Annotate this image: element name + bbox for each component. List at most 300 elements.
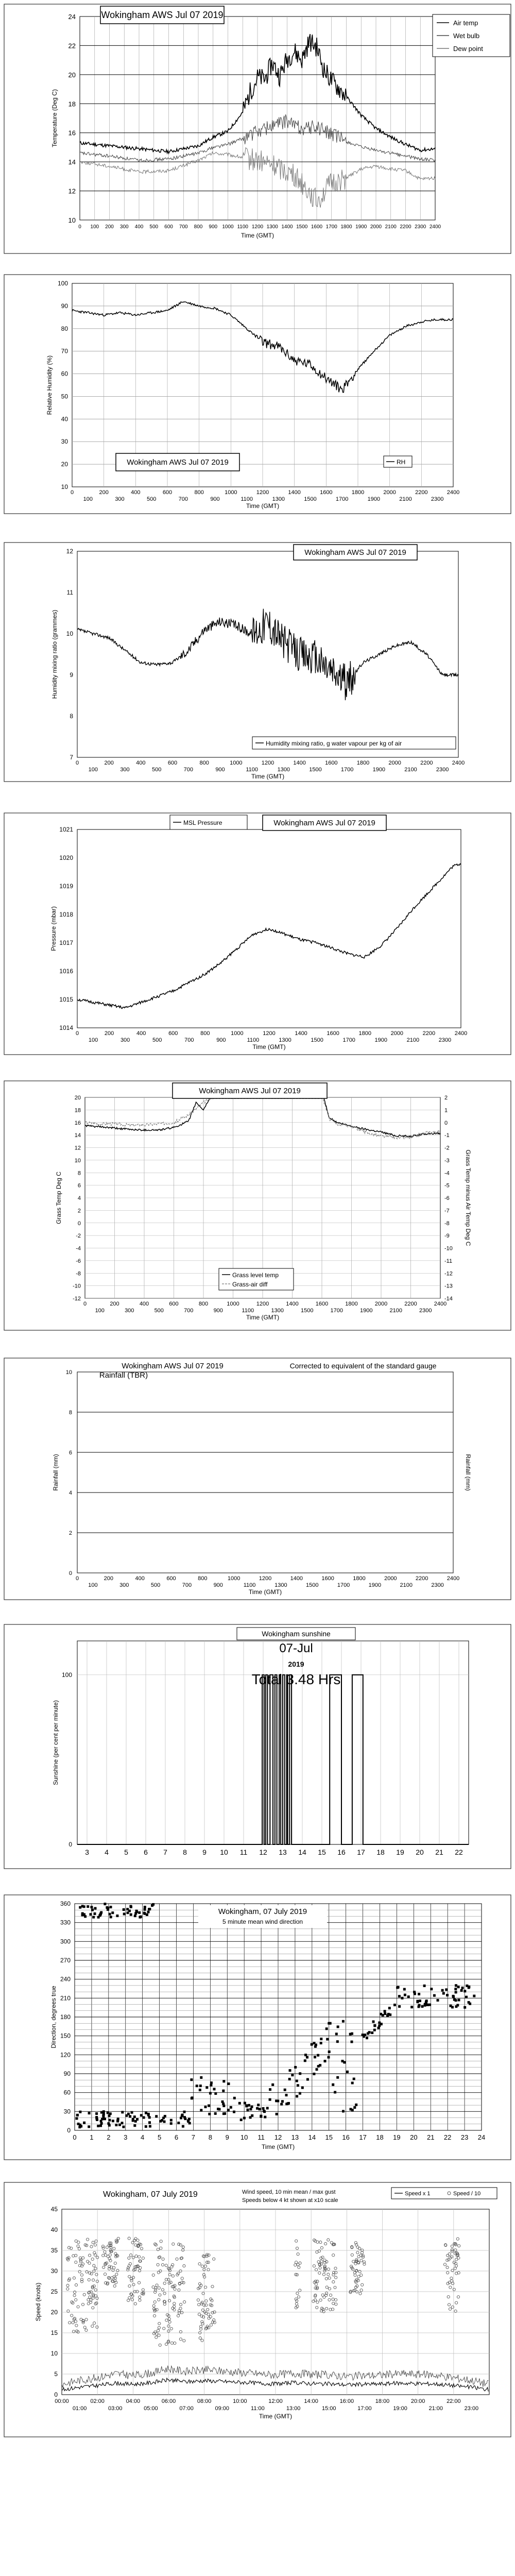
data-point [460,1989,463,1992]
x-tick-label: 2200 [422,1030,436,1037]
data-point [145,2112,147,2114]
data-point [442,1992,445,1995]
data-point [384,2010,386,2012]
data-point [285,2094,288,2096]
x-tick-label: 2100 [399,496,412,502]
x-tick-label: 500 [154,1308,164,1314]
data-point [437,1999,439,2002]
y-tick-label: 70 [61,347,68,355]
x-axis-label: Time (GMT) [259,2413,293,2420]
x-tick-label: 14 [308,2133,316,2141]
y-tick-label: -10 [73,1283,81,1290]
x-tick-label: 01:00 [72,2405,87,2412]
y-tick-label: 12 [68,187,76,195]
data-point [441,1989,444,1992]
data-point [133,2115,136,2118]
chart-title: Wokingham, 07 July 2019 [218,1907,307,1916]
x-tick-label: 2300 [431,1582,444,1588]
x-tick-label: 400 [135,1575,145,1582]
data-point [453,1998,456,2001]
x-tick-label: 3 [124,2133,128,2141]
x-tick-label: 1600 [321,1575,334,1582]
data-point [213,2088,216,2090]
sunshine-panel [0,1620,515,1873]
data-point [362,2033,364,2036]
x-tick-label: 20:00 [410,2398,425,2404]
x-axis-label: Time (GMT) [241,232,274,239]
y-tick-label: 120 [60,2051,71,2059]
y-tick-label: 150 [60,2032,71,2040]
x-tick-label: 1600 [325,760,338,766]
data-point [100,2120,102,2122]
x-tick-label: 1000 [230,760,243,766]
x-tick-label: 1200 [259,1575,272,1582]
data-point [196,2084,198,2087]
sunshine-chart [0,1620,515,1873]
y-tick-label: 8 [70,713,73,720]
legend-label: Air temp [453,19,478,27]
data-point [445,1988,448,1991]
data-point [90,1913,92,1916]
x-tick-label: 1000 [227,1575,241,1582]
x-tick-label: 0 [83,1301,87,1307]
x-tick-label: 200 [104,1030,114,1037]
x-tick-label: 800 [194,224,203,230]
data-point [208,2113,211,2115]
rainfall-panel [0,1354,515,1604]
x-tick-label: 5 [124,1848,128,1856]
x-tick-label: 400 [134,224,144,230]
data-point [181,2114,184,2116]
humidity-chart [0,270,515,518]
data-point [182,2125,184,2128]
y-tick-label: 1020 [59,854,73,861]
x-tick-label: 21 [435,1848,443,1856]
x-tick-label: 1900 [374,1037,388,1043]
data-point [134,1912,137,1914]
x-tick-label: 1800 [351,489,365,496]
data-point [304,2054,307,2056]
y-tick-label: 18 [74,1107,81,1114]
x-tick-label: 1600 [320,489,333,496]
y-tick-label: 11 [66,589,73,596]
data-point [209,2092,212,2095]
y-tick-label: 100 [57,280,68,287]
y-tick-label: 6 [77,1182,81,1189]
data-point [108,2124,111,2127]
chart-subtitle: 5 minute mean wind direction [222,1918,303,1925]
data-point [147,1911,150,1913]
data-point [304,2059,306,2062]
data-point [222,2105,225,2107]
x-tick-label: 1 [90,2133,94,2141]
mixing-ratio-panel [0,538,515,786]
data-point [163,2121,166,2123]
data-point [332,2083,334,2086]
data-point [342,2020,345,2023]
x-tick-label: 300 [120,767,130,773]
grass-temp-panel [0,1077,515,1334]
data-point [353,2106,356,2109]
data-point [243,2117,246,2120]
data-point [245,2104,248,2107]
x-tick-label: 100 [90,224,99,230]
x-tick-label: 300 [119,224,129,230]
x-tick-label: 1300 [277,767,290,773]
y-tick-label: -6 [76,1258,81,1264]
data-point [425,2001,427,2003]
data-point [373,2024,376,2027]
data-point [371,2031,373,2034]
x-tick-label: 600 [167,760,178,766]
data-point [135,1910,138,1912]
x-tick-label: 1500 [304,496,317,502]
x-tick-label: 08:00 [197,2398,212,2404]
x-tick-label: 1200 [256,489,269,496]
y-tick-label: 0 [77,1220,81,1227]
y-tick-label: 1014 [59,1024,73,1031]
y-tick-label: 10 [68,216,76,224]
x-tick-label: 9 [202,1848,207,1856]
data-point [122,2126,125,2128]
x-tick-label: 0 [75,1575,79,1582]
data-point [199,2089,201,2091]
data-point [373,2029,376,2031]
data-point [296,2095,298,2097]
y-tick-label: 330 [60,1919,71,1926]
data-point [353,2078,355,2080]
y-tick-label: 9 [70,671,73,679]
data-point [227,2109,230,2111]
data-point [328,2050,331,2053]
data-point [97,1916,100,1919]
y-tick-label: 1015 [59,996,73,1003]
y-tick-label: 16 [68,129,76,137]
y-tick-label-right: -5 [444,1182,450,1189]
chart-title: Wokingham AWS Jul 07 2019 [122,1362,224,1370]
chart-total: Total 3.48 Hrs [251,1671,341,1687]
x-tick-label: 700 [183,767,194,773]
x-tick-label: 2300 [436,767,449,773]
x-tick-label: 1500 [296,224,308,230]
x-tick-label: 1900 [372,767,386,773]
data-point [184,2117,186,2120]
data-point [364,2033,366,2036]
x-tick-label: 900 [213,1582,223,1588]
x-axis-label: Time (GMT) [252,1043,286,1050]
data-point [366,2037,368,2039]
data-point [104,1903,106,1905]
y-tick-label-right: -14 [444,1296,453,1302]
data-point [210,2084,212,2087]
data-point [316,2068,318,2071]
data-point [144,1908,146,1911]
data-point [256,2107,259,2110]
data-point [238,2102,241,2105]
data-point [326,2038,329,2041]
data-point [200,2076,202,2079]
x-tick-label: 4 [141,2133,145,2141]
x-tick-label: 2400 [452,760,465,766]
x-tick-label: 12 [259,1848,267,1856]
x-tick-label: 1300 [266,224,278,230]
pressure-chart [0,809,515,1059]
data-point [191,2097,193,2099]
y-tick-label-right: -7 [444,1208,450,1214]
y-tick-label: 30 [50,2267,58,2275]
x-tick-label: 2400 [447,489,460,496]
data-point [81,1913,84,1916]
y-tick-label: 20 [61,461,68,468]
data-point [118,2124,121,2126]
data-point [146,1913,148,1916]
x-tick-label: 1900 [367,496,381,502]
data-point [148,2116,151,2119]
data-point [115,2124,117,2126]
data-point [271,2083,274,2086]
data-point [214,2112,217,2115]
x-tick-label: 1500 [306,1582,319,1588]
data-point [162,2116,165,2119]
y-tick-label: 90 [63,2070,71,2077]
data-point [306,2078,309,2081]
data-point [112,2120,114,2122]
x-tick-label: 24 [477,2133,486,2141]
x-tick-label: 2300 [431,496,444,502]
x-tick-label: 5 [157,2133,162,2141]
x-tick-label: 07:00 [179,2405,194,2412]
x-tick-label: 2100 [385,224,397,230]
wind-direction-panel [0,1891,515,2164]
data-point [260,2115,262,2117]
y-tick-label: 1017 [59,939,73,946]
data-point [129,2115,131,2117]
temperature-panel [0,0,515,258]
x-tick-label: 700 [178,496,188,502]
y-tick-label: -8 [76,1270,81,1277]
x-tick-label: 700 [184,1308,194,1314]
data-point [143,2116,145,2119]
data-point [343,2061,346,2064]
data-point [134,1914,136,1917]
x-tick-label: 500 [146,496,157,502]
legend-label: Dew point [453,45,483,53]
x-tick-label: 500 [150,1582,161,1588]
data-point [336,2040,339,2043]
x-tick-label: 11 [239,1848,248,1856]
y-tick-label: 0 [68,1841,72,1848]
y-tick-label: 20 [68,71,76,79]
data-point [421,2005,424,2008]
x-tick-label: 1100 [243,1582,256,1588]
data-point [335,2032,338,2035]
data-point [465,1996,468,1998]
data-point [404,1994,406,1996]
y-tick-label: 25 [50,2288,58,2295]
data-point [144,1906,146,1908]
y-tick-label: 1021 [59,826,73,833]
data-point [109,2112,112,2115]
x-tick-label: 18 [376,1848,385,1856]
x-tick-label: 1200 [261,760,274,766]
chart-title: Wokingham AWS Jul 07 2019 [273,819,375,827]
data-point [294,2066,297,2069]
x-tick-label: 2000 [390,1030,404,1037]
data-point [313,2073,315,2075]
data-point [389,2013,391,2016]
data-point [77,2123,80,2125]
x-tick-label: 15:00 [321,2405,336,2412]
x-tick-label: 2200 [415,1575,428,1582]
x-tick-label: 2400 [429,224,441,230]
data-point [301,2087,304,2089]
data-point [200,2109,202,2111]
x-tick-label: 0 [75,1030,79,1037]
x-tick-label: 1100 [242,1308,254,1314]
x-tick-label: 1600 [327,1030,339,1037]
data-point [296,2080,298,2082]
x-tick-label: 23 [460,2133,469,2141]
data-point [351,2032,353,2035]
x-tick-label: 17:00 [357,2405,372,2412]
x-tick-label: 1100 [237,224,249,230]
data-point [299,2092,301,2095]
y-tick-label-right: 0 [444,1120,448,1126]
y-tick-label: 10 [50,2350,58,2357]
y-tick-label: 10 [61,483,68,490]
chart-date: 07-Jul [279,1641,313,1655]
data-point [328,2056,330,2059]
data-point [208,2105,210,2107]
data-point [393,2004,396,2006]
x-tick-label: 16 [337,1848,346,1856]
x-tick-label: 100 [88,1582,98,1588]
x-tick-label: 11 [258,2133,265,2141]
data-point [144,1912,146,1915]
data-point [224,2112,226,2115]
data-point [458,1999,460,2002]
data-point [155,2115,158,2117]
x-tick-label: 06:00 [161,2398,176,2404]
chart-title: Wokingham AWS Jul 07 2019 [199,1087,301,1095]
x-tick-label: 0 [75,760,79,766]
data-point [320,2042,322,2044]
data-point [204,2106,207,2108]
data-point [130,1906,132,1908]
x-tick-label: 1200 [256,1301,269,1307]
x-axis-label: Time (GMT) [248,1588,282,1596]
y-axis-label: Sunshine (per cent per minute) [52,1700,59,1785]
temperature-chart [0,0,515,258]
x-tick-label: 2200 [404,1301,417,1307]
y-tick-label: 360 [60,1900,71,1907]
x-tick-label: 1400 [290,1575,303,1582]
x-tick-label: 1200 [251,224,264,230]
data-point [88,2125,90,2128]
data-point [90,1906,93,1908]
data-point [78,2126,81,2128]
data-point [99,2125,102,2127]
y-tick-label: 240 [60,1975,71,1983]
x-tick-label: 400 [136,760,146,766]
x-tick-label: 1900 [360,1308,373,1314]
x-tick-label: 7 [191,2133,196,2141]
data-point [109,1913,111,1916]
y-tick-label: 7 [70,754,73,761]
x-tick-label: 1800 [356,760,370,766]
x-tick-label: 2100 [404,767,417,773]
chart-note: Corrected to equivalent of the standard gauge [289,1362,437,1370]
humidity-panel [0,270,515,518]
data-point [289,2069,291,2072]
data-point [419,1999,421,2002]
data-point [249,2108,252,2110]
data-point [190,2078,193,2081]
chart-subtitle: Rainfall (TBR) [99,1371,148,1380]
data-point [410,2006,413,2008]
x-tick-label: 100 [88,1037,98,1043]
x-tick-label: 0 [70,489,74,496]
x-tick-label: 14 [298,1848,306,1856]
y-tick-label: 5 [54,2370,58,2378]
y-tick-label-right: -2 [444,1145,450,1151]
x-axis-label: Time (GMT) [261,2143,295,2150]
data-point [386,2014,389,2017]
y-axis-label-left: Grass Temp Deg C [55,1172,62,1224]
data-point [170,2122,173,2125]
x-tick-label: 800 [198,1301,209,1307]
y-tick-label-right: -12 [444,1270,453,1277]
chart-title: Wokingham AWS Jul 07 2019 [127,458,229,467]
x-tick-label: 2000 [370,224,382,230]
data-point [111,1911,114,1914]
data-point [377,2027,380,2029]
y-tick-label: -2 [76,1233,81,1240]
data-point [466,1985,468,1987]
x-axis-label: Time (GMT) [246,502,280,510]
data-point [108,2119,111,2122]
x-tick-label: 16:00 [339,2398,354,2404]
data-point [262,2107,265,2110]
x-tick-label: 1000 [231,1030,244,1037]
x-tick-label: 2100 [389,1308,402,1314]
data-point [130,1913,132,1916]
y-tick-label: 12 [74,1145,81,1151]
plot-area [77,1372,453,1573]
data-point [83,1905,85,1908]
data-point [132,2120,134,2122]
x-tick-label: 2400 [434,1301,447,1307]
x-tick-label: 17 [359,2133,367,2141]
y-axis-label: Relative Humidity (%) [46,355,53,415]
x-tick-label: 18 [376,2133,384,2141]
x-tick-label: 04:00 [126,2398,141,2404]
data-point [152,1903,154,1906]
x-axis-label: Time (GMT) [246,1314,280,1321]
x-tick-label: 21 [427,2133,435,2141]
data-point [317,2065,320,2067]
x-tick-label: 700 [179,224,188,230]
x-tick-label: 15 [318,1848,326,1856]
y-tick-label: 24 [68,13,76,21]
y-tick-label: 4 [77,1195,81,1201]
data-point [79,2111,81,2113]
x-tick-label: 2300 [415,224,426,230]
x-tick-label: 1100 [246,767,258,773]
x-tick-label: 900 [210,496,220,502]
data-point [450,2005,452,2007]
data-point [423,1985,426,1987]
